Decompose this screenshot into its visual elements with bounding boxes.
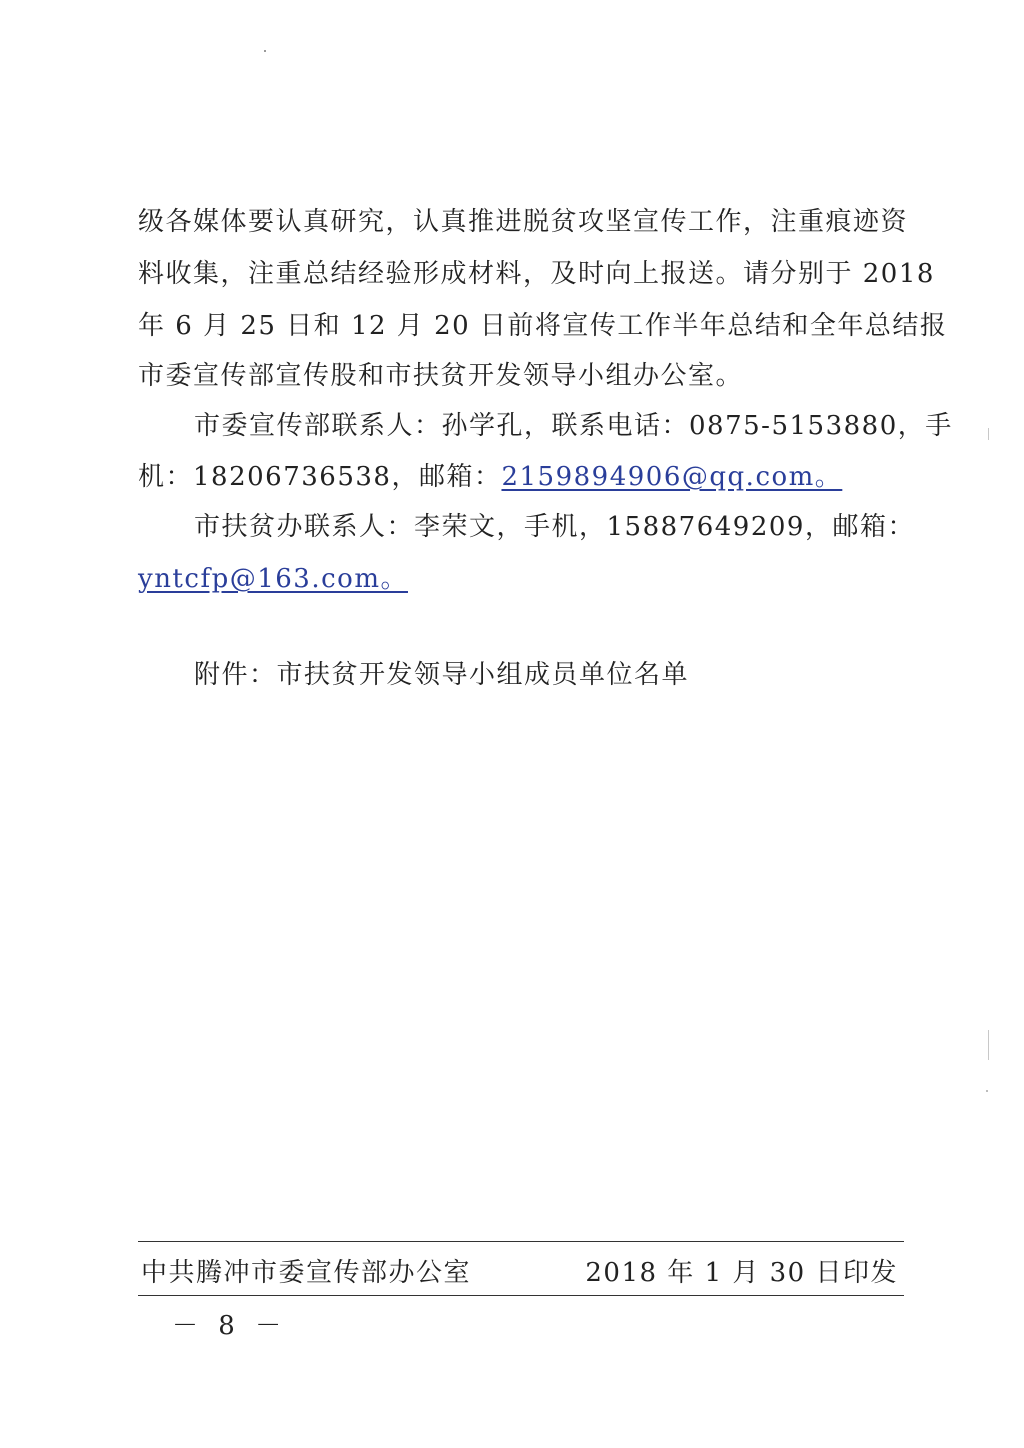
issuing-office: 中共腾冲市委宣传部办公室	[141, 1258, 472, 1288]
body-line-2: 料收集，注重总结经验形成材料，及时向上报送。请分别于 2018	[138, 259, 935, 289]
contact-propaganda-line-2	[138, 457, 842, 497]
page-number: － 8 －	[172, 1311, 288, 1341]
body-line-3: 年 6 月 25 日和 12 月 20 日前将宣传工作半年总结和全年总结报	[138, 311, 948, 341]
scan-speck	[988, 428, 989, 440]
footer-bottom-rule	[138, 1295, 904, 1296]
issue-date: 2018 年 1 月 30 日印发	[585, 1258, 898, 1288]
contact-poverty-office-line-1: 市扶贫办联系人：李荣文，手机，15887649209，邮箱：	[194, 512, 915, 542]
body-line-1: 级各媒体要认真研究，认真推进脱贫攻坚宣传工作，注重痕迹资	[138, 207, 909, 237]
contact-poverty-office-line-2	[138, 559, 408, 599]
footer-top-rule	[138, 1241, 904, 1242]
scan-speck	[988, 1030, 989, 1060]
contact-propaganda-prefix: 机：18206736538，邮箱：	[138, 462, 502, 492]
body-line-4: 市委宣传部宣传股和市扶贫开发领导小组办公室。	[138, 361, 744, 391]
scan-speck	[264, 50, 266, 52]
propaganda-email-link[interactable]: 2159894906@qq.com。	[501, 462, 843, 492]
scan-speck	[986, 1090, 988, 1092]
poverty-office-email-link[interactable]: yntcfp@163.com。	[138, 564, 408, 594]
contact-propaganda-line-1: 市委宣传部联系人：孙学孔，联系电话：0875-5153880，手	[194, 411, 953, 441]
attachment-line: 附件：市扶贫开发领导小组成员单位名单	[194, 660, 690, 690]
